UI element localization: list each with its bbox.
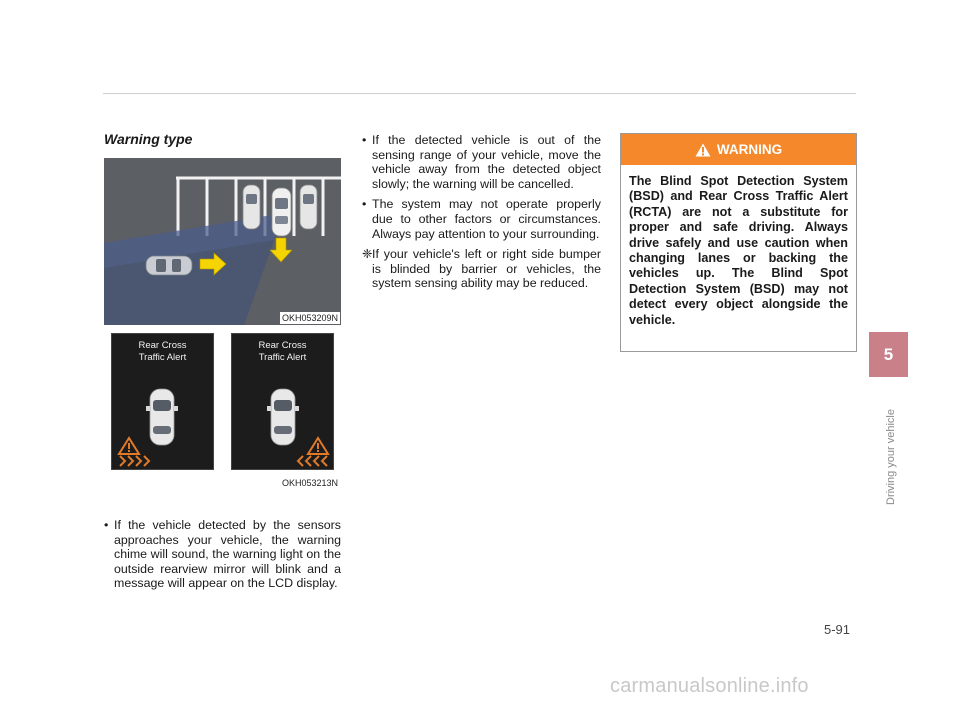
note-item (362, 247, 601, 291)
figure-code-parking: OKH053209N (281, 313, 338, 323)
warning-triangle-icon (695, 143, 711, 157)
figure-code-cluster: OKH053213N (281, 478, 338, 488)
page-number: 5-91 (824, 622, 851, 637)
chapter-label: Driving your vehicle (885, 409, 897, 505)
warning-triangle-icon (308, 438, 328, 454)
bullet-item: • If the vehicle detected by the sensors approaches your vehicle, the warning chime will sound, the warning light on the outside rearview mirror will blink and a message will appear on the LCD display. (104, 518, 341, 591)
cluster-display-illustration (104, 325, 341, 490)
cluster-panel-right-title: Rear Cross Traffic Alert (258, 340, 307, 363)
bullet-item: • The system may not operate properly due to other factors or circumstances. Always pay attention to your surrounding. (362, 197, 601, 241)
cluster-panel-right (231, 333, 334, 470)
chevrons-left-icon (298, 456, 327, 466)
warning-text: The Blind Spot Detection System (BSD) and Rear Cross Traffic Alert (RCTA) are not a substitute for proper and safe driving. Always drive safely and use caution when changing lanes or backing the vehicles up. The Blind Spot Detection System (BSD) may not detect every object alongside the vehicle. (629, 174, 848, 327)
chevrons-right-icon (120, 456, 149, 466)
warning-header (621, 134, 856, 165)
note-mark: ❈ (362, 247, 373, 262)
cluster-panel-left (111, 333, 214, 470)
note-text: If your vehicle's left or right side bumper is blinded by barrier or vehicles, the system sensing ability may be reduced. (372, 247, 601, 291)
parking-lot-illustration (104, 158, 341, 325)
left-bullet-list (104, 518, 341, 597)
section-title: Warning type (104, 131, 193, 147)
bullet-item: • If the detected vehicle is out of the sensing range of your vehicle, move the vehicle away from the detected object slowly; the warning will be cancelled. (362, 133, 601, 191)
watermark: carmanualsonline.info (610, 675, 809, 697)
warning-box (620, 133, 857, 352)
chapter-tab: 5 (869, 332, 908, 377)
cluster-panel-left-title: Rear Cross Traffic Alert (138, 340, 187, 363)
warning-triangle-icon (119, 438, 139, 454)
middle-bullet-list (362, 133, 601, 291)
warning-title: WARNING (716, 142, 783, 157)
top-rule (103, 93, 856, 94)
